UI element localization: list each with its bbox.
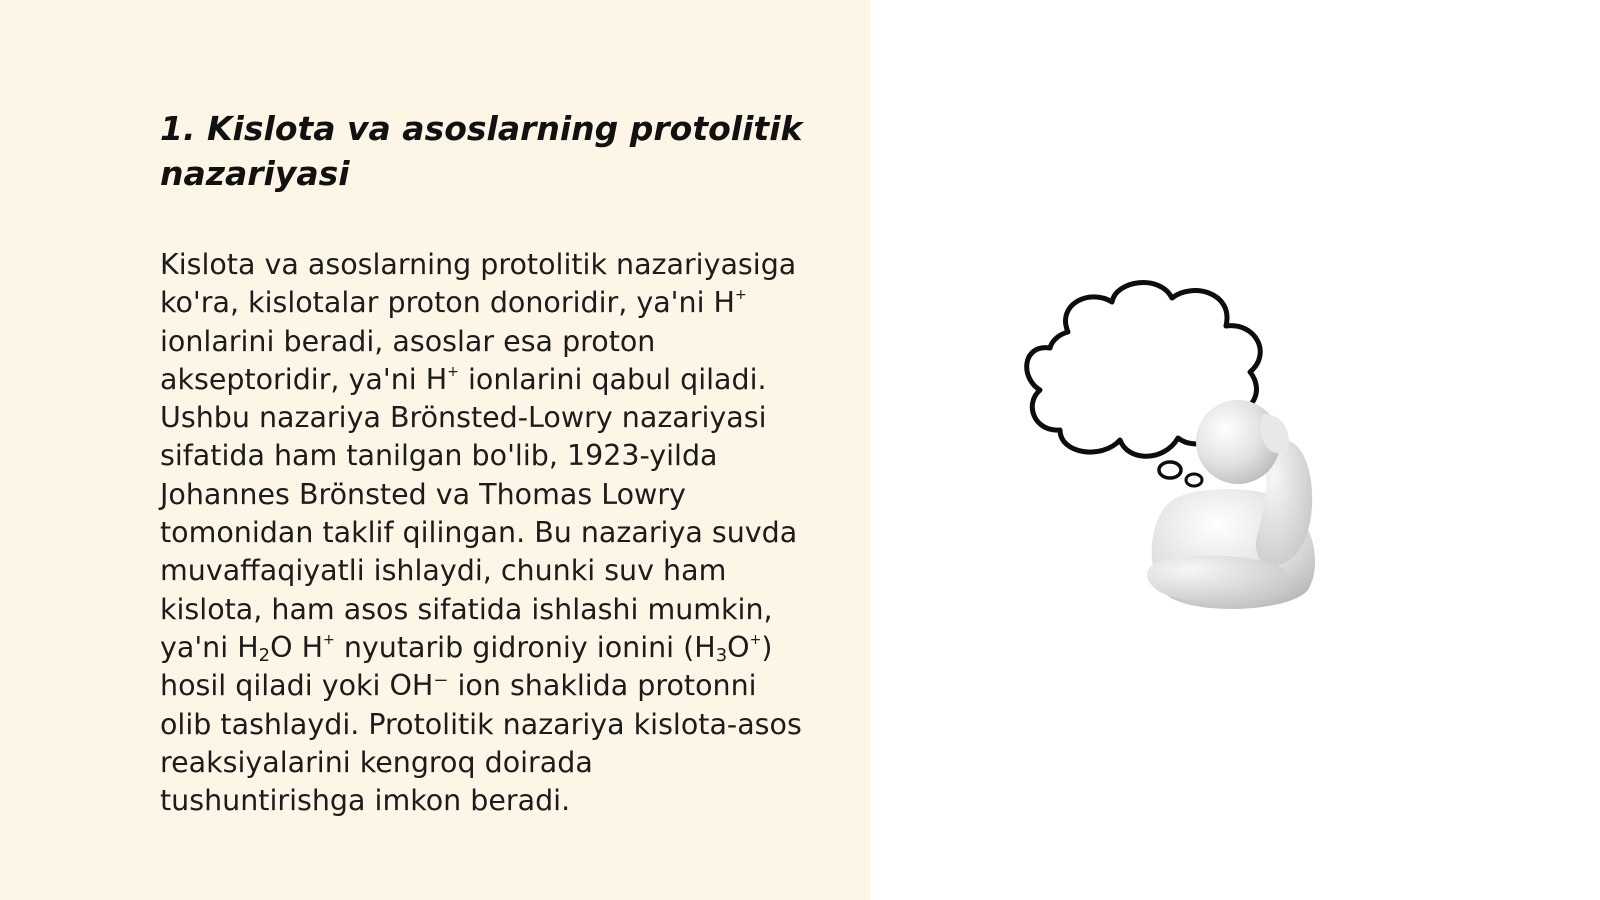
thinking-person-icon: [1020, 270, 1350, 620]
body-line: tushuntirishga imkon beradi.: [160, 784, 571, 818]
body-line: tomonidan taklif qilingan. Bu nazariya suvda: [160, 516, 798, 550]
body-line: ya'ni $H_2O$ H+ nyutarib gidroniy ionini $(H_3O^+)$: [160, 630, 773, 666]
body-line: ionlarini beradi, asoslar esa proton: [160, 324, 656, 358]
body-line: reaksiyalarini kengroq doirada: [160, 745, 593, 779]
body-line: kislota, ham asos sifatida ishlashi mumkin,: [160, 592, 773, 626]
body-line: muvaffaqiyatli ishlaydi, chunki suv ham: [160, 554, 727, 588]
body-line: Johannes Brönsted va Thomas Lowry: [160, 477, 686, 511]
thinking-person-illustration: [1020, 270, 1350, 620]
body-line: ko'ra, kislotalar proton donoridir, ya'ni H+: [160, 286, 747, 320]
slide-title-line-1: 1. Kislota va asoslarning protolitik: [160, 109, 803, 148]
body-line: akseptoridir, ya'ni H+ ionlarini qabul qiladi.: [160, 362, 767, 396]
slide-title-line-2: nazariyasi: [160, 154, 350, 193]
body-line: sifatida ham tanilgan bo'lib, 1923-yilda: [160, 439, 718, 473]
slide-body-text: [160, 246, 840, 820]
body-line: olib tashlaydi. Protolitik nazariya kislota-asos: [160, 707, 802, 741]
body-line: hosil qiladi yoki OH⁻ ion shaklida protonni: [160, 669, 757, 703]
body-line: Kislota va asoslarning protolitik nazariyasiga: [160, 248, 797, 281]
slide-title: [160, 106, 820, 196]
body-line: Ushbu nazariya Brönsted-Lowry nazariyasi: [160, 401, 767, 435]
